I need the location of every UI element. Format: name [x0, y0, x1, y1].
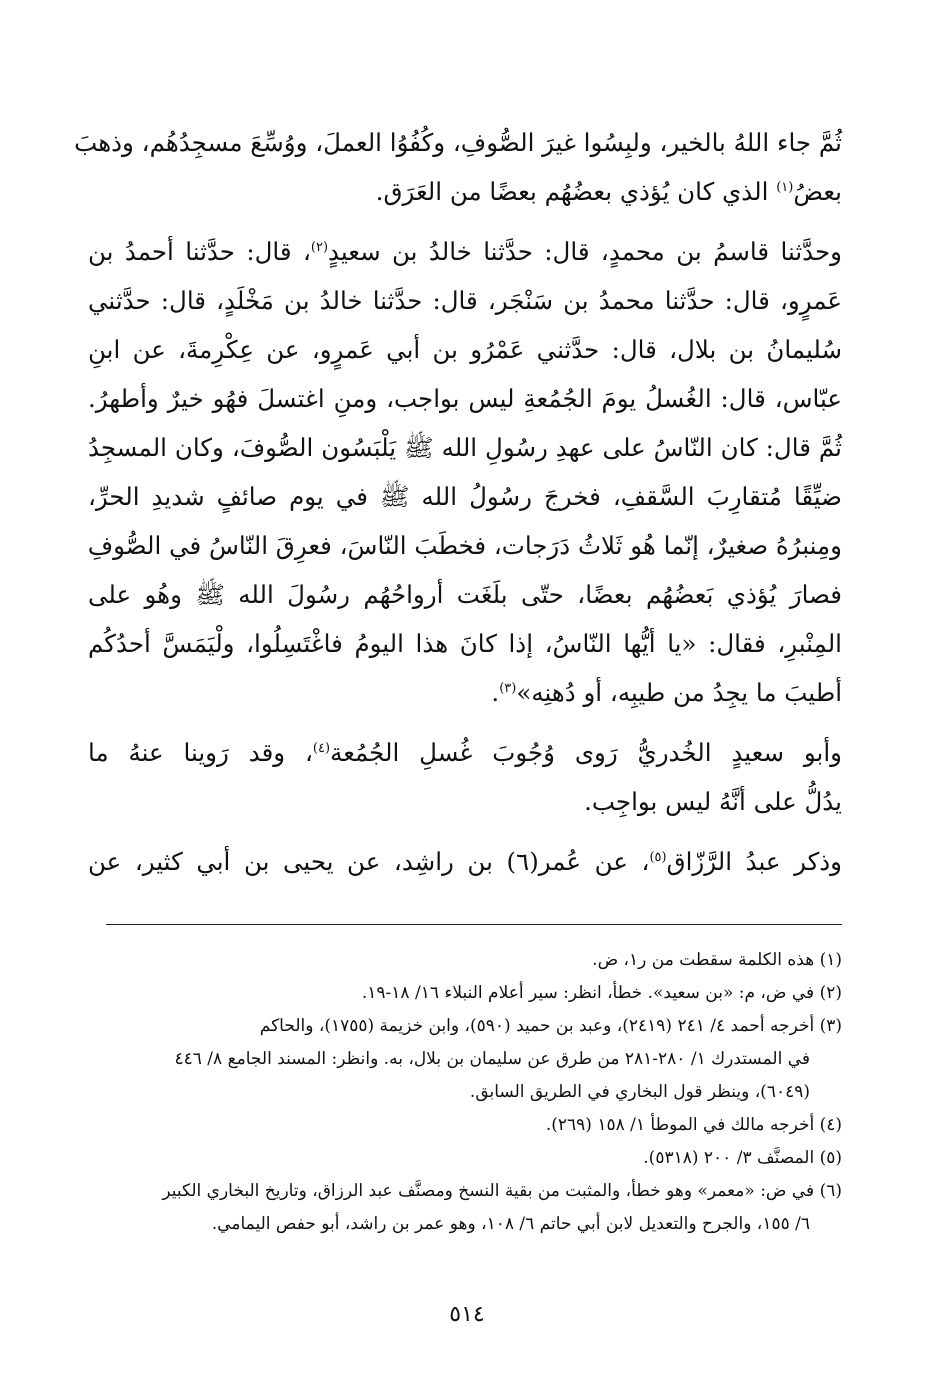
line-text: ضيِّقًا مُتقارِبَ السَّقفِ، فخرجَ رسُولُ الله ﷺ في يوم صائفٍ شديدِ الحرِّ،: [88, 482, 842, 511]
text-line: [88, 227, 842, 276]
line-text-tail: الذي كان يُؤذي بعضُهُم بعضًا من العَرَق.: [375, 177, 777, 206]
line-text-tail: ، عن عُمر(٦) بن راشِد، عن يحيى بن أبي كثير، عن: [88, 847, 650, 876]
line-text-tail: .: [491, 678, 500, 707]
line-text: فصارَ يُؤذي بَعضُهُم بعضًا، حتّى بلَغَت أرواحُهُم رسُولَ الله ﷺ وهُو على: [88, 580, 842, 609]
text-line: [88, 521, 842, 570]
line-text: عَمرٍو، قال: حدَّثنا محمدُ بن سَنْجَر، قال: حدَّثنا خالدُ بن مَخْلَدٍ، قال: حدَّثني: [88, 286, 842, 315]
paragraph-gap: [88, 216, 842, 227]
line-text-tail: ، قال: حدَّثنا أحمدُ بن: [88, 237, 311, 266]
footnote-marker[interactable]: (١): [776, 179, 794, 195]
line-text: أطيبَ ما يجِدُ من طيبِه، أو دُهنِه»: [516, 678, 842, 707]
line-text: ثُمَّ قال: كان النّاسُ على عهدِ رسُولِ الله ﷺ يَلْبَسُون الصُّوفَ، وكان المسجِدُ: [88, 433, 842, 462]
line-text: وذكر عبدُ الرَّزّاق: [666, 847, 842, 876]
line-text: سُليمانُ بن بلال، قال: حدَّثني عَمْرُو بن أبي عَمرٍو، عن عِكْرِمةَ، عن ابنِ: [88, 335, 842, 364]
line-text-tail: ، وقد رَوينا عنهُ ما: [88, 738, 313, 767]
text-line: [88, 619, 842, 668]
footnote-marker[interactable]: (٢): [310, 239, 329, 255]
line-text: بعضُ: [793, 177, 842, 206]
footnote: (٣) أخرجه أحمد ٤/ ٢٤١ (٢٤١٩)، وعبد بن حميد (٥٩٠)، وابن خزيمة (١٧٥٥)، والحاكم: [259, 1016, 842, 1036]
footnote-separator: [106, 924, 842, 925]
footnote: (٥) المصنَّف ٣/ ٢٠٠ (٥٣١٨).: [643, 1148, 842, 1168]
text-line: [88, 668, 842, 717]
text-line: [74, 118, 842, 167]
footnote-continuation: في المستدرك ١/ ٢٨٠-٢٨١ من طرق عن سليمان بن بلال، به. وانظر: المسند الجامع ٨/ ٤٤٦: [174, 1049, 810, 1069]
paragraph-gap: [88, 717, 842, 728]
footnote-continuation: (٦٠٤٩)، وينظر قول البخاري في الطريق السابق.: [469, 1082, 810, 1102]
footnote: (٤) أخرجه مالك في الموطأ ١/ ١٥٨ (٢٦٩).: [545, 1115, 842, 1135]
footnote-continuation: ٦/ ١٥٥، والجرح والتعديل لابن أبي حاتم ٦/ ١٠٨، وهو عمر بن راشد، أبو حفص اليمامي.: [211, 1214, 810, 1234]
footnote-marker[interactable]: (٤): [312, 740, 331, 756]
footnote: (٢) في ض، م: «بن سعيد». خطأ، انظر: سير أعلام النبلاء ١٦/ ١٨-١٩.: [361, 983, 842, 1003]
footnote-marker[interactable]: (٣): [499, 680, 517, 696]
text-line: [88, 570, 842, 619]
paragraph-gap: [88, 826, 842, 837]
page-number: ٥١٤: [449, 1302, 485, 1327]
footnote-marker[interactable]: (٥): [649, 849, 667, 865]
footnote: (٦) في ض: «معمر» وهو خطأ، والمثبت من بقية النسخ ومصنَّف عبد الرزاق، وتاريخ البخاري الكبير: [162, 1181, 842, 1201]
text-line: [88, 276, 842, 325]
line-text: يدُلُّ على أنَّهُ ليس بواجِب.: [584, 787, 842, 816]
footnotes: [88, 944, 842, 1241]
line-text: المِنْبرِ، فقال: «يا أيُّها النّاسُ، إذا كانَ هذا اليومُ فاغْتَسِلُوا، ولْيَمَسَّ أحدُكُم: [88, 629, 842, 658]
text-line: [88, 472, 842, 521]
footnote: (١) هذه الكلمة سقطت من ر١، ض.: [592, 950, 842, 970]
line-text: عبّاس، قال: الغُسلُ يومَ الجُمُعةِ ليس بواجب، ومنِ اغتسلَ فهُو خيرٌ وأطهرُ.: [88, 384, 842, 413]
line-text: ثُمَّ جاء اللهُ بالخير، ولبِسُوا غيرَ الصُّوفِ، وكُفُوُا العملَ، ووُسِّعَ مسجِدُهُم، وذهبَ: [74, 128, 842, 157]
text-line: [88, 325, 842, 374]
line-text: ومِنبرُهُ صغيرٌ، إنّما هُو ثَلاثُ دَرَجات، فخطَبَ النّاسَ، فعرِقَ النّاسُ في الصُّوفِ: [87, 531, 842, 560]
text-line: [88, 423, 842, 472]
line-text: وحدَّثنا قاسمُ بن محمدٍ، قال: حدَّثنا خالدُ بن سعيدٍ: [328, 237, 842, 266]
text-line: [88, 837, 842, 886]
text-line: [88, 167, 842, 216]
line-text: وأبو سعيدٍ الخُدريُّ رَوى وُجُوبَ غُسلِ الجُمُعة: [330, 738, 842, 767]
text-line: [88, 728, 842, 777]
text-line: [88, 777, 842, 826]
text-line: [88, 374, 842, 423]
main-text: [74, 118, 842, 886]
